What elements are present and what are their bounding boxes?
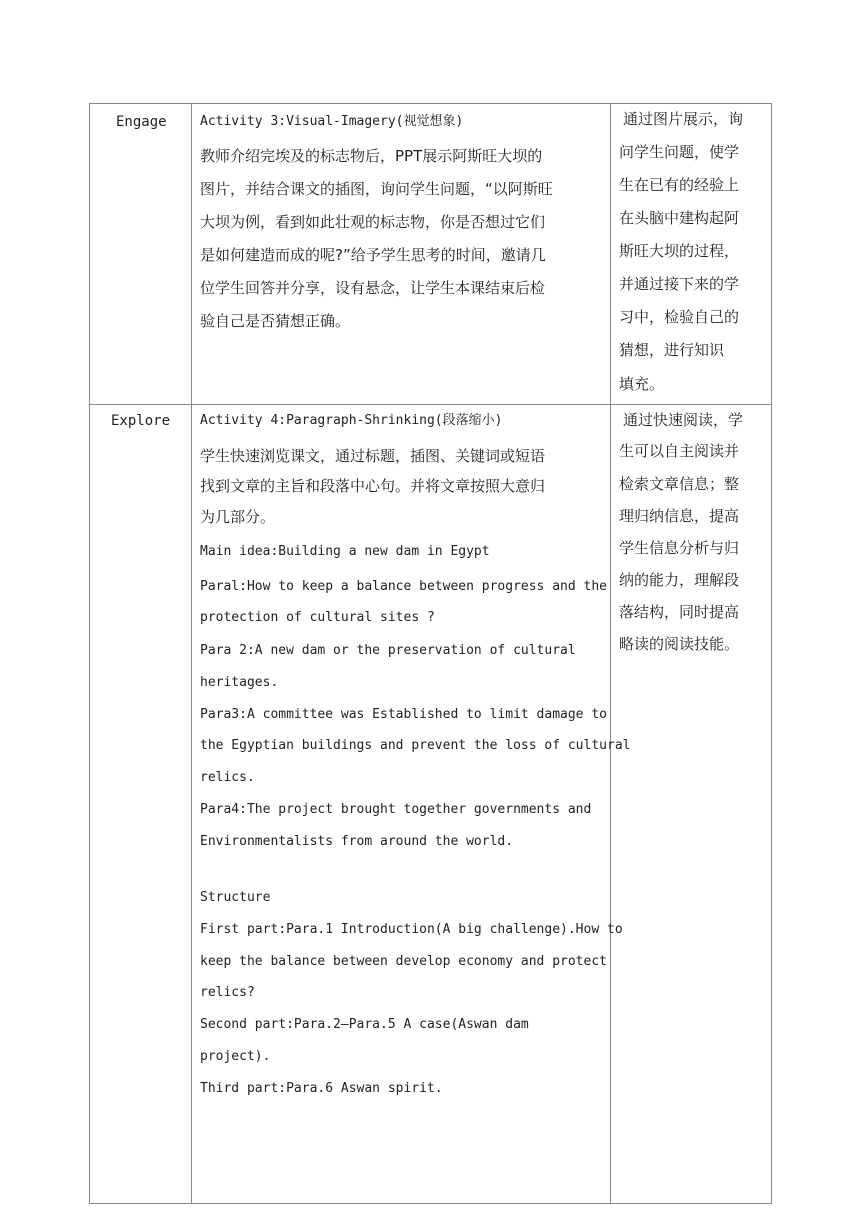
purpose-text-line: 并通过接下来的学: [619, 275, 740, 293]
structure-line: Third part:Para.6 Aswan spirit.: [200, 1081, 443, 1096]
purpose-text-line: 猜想，进行知识: [619, 341, 725, 359]
purpose-text-line: 学生信息分析与归: [619, 539, 740, 557]
paragraph-line: relics.: [200, 770, 255, 785]
structure-heading: Structure: [200, 890, 271, 905]
activity-text-line: 找到文章的主旨和段落中心句。并将文章按照大意归: [200, 477, 546, 495]
activity-cell-engage: [200, 110, 608, 400]
paragraph-line: Para3:A committee was Established to limit damage to: [200, 707, 607, 722]
activity-text-line: 学生快速浏览课文，通过标题，插图、关键词或短语: [200, 447, 546, 465]
purpose-text-line: 习中，检验自己的: [619, 308, 740, 326]
structure-line: relics?: [200, 985, 255, 1000]
purpose-text-line: 填充。: [619, 375, 665, 393]
purpose-text-line: 问学生问题，使学: [619, 143, 740, 161]
structure-line: Second part:Para.2—Para.5 A case(Aswan dam: [200, 1017, 529, 1032]
activity-text-line: 位学生回答并分享，设有悬念，让学生本课结束后检: [200, 279, 546, 297]
structure-line: keep the balance between develop economy and protect: [200, 954, 607, 969]
activity-text-line: 教师介绍完埃及的标志物后，PPT展示阿斯旺大坝的: [200, 147, 543, 165]
paragraph-line: Paral:How to keep a balance between progress and the: [200, 579, 607, 594]
activity-text-line: 为几部分。: [200, 508, 276, 526]
purpose-text-line: 斯旺大坝的过程，: [619, 242, 740, 260]
column-divider-2: [610, 103, 611, 1203]
paragraph-line: protection of cultural sites ?: [200, 610, 435, 625]
purpose-text-line: 通过快速阅读，学: [623, 411, 744, 429]
purpose-text-line: 通过图片展示，询: [623, 110, 744, 128]
column-divider-1: [191, 103, 192, 1203]
paragraph-line: heritages.: [200, 675, 279, 690]
row-divider: [89, 404, 771, 405]
stage-label-engage: Engage: [116, 114, 167, 130]
purpose-text-line: 纳的能力，理解段: [619, 571, 740, 589]
purpose-text-line: 生在已有的经验上: [619, 176, 740, 194]
stage-label-explore: Explore: [111, 413, 171, 429]
purpose-text-line: 理归纳信息，提高: [619, 507, 740, 525]
structure-line: project).: [200, 1049, 271, 1064]
main-idea-line: Main idea:Building a new dam in Egypt: [200, 544, 490, 559]
paragraph-line: the Egyptian buildings and prevent the loss of cultural: [200, 738, 631, 753]
purpose-cell-explore: [619, 409, 769, 669]
activity-text-line: 大坝为例，看到如此壮观的标志物，你是否想过它们: [200, 213, 546, 231]
paragraph-line: Para4:The project brought together governments and: [200, 802, 592, 817]
purpose-text-line: 落结构，同时提高: [619, 603, 740, 621]
purpose-text-line: 略读的阅读技能。: [619, 635, 740, 653]
paragraph-line: Para 2:A new dam or the preservation of cultural: [200, 643, 576, 658]
activity-cell-explore: [200, 409, 631, 1199]
activity-text-line: 是如何建造而成的呢?”给予学生思考的时间，邀请几: [200, 246, 546, 264]
activity-title: Activity 3:Visual-Imagery(视觉想象): [200, 114, 464, 129]
activity-title: Activity 4:Paragraph-Shrinking(段落缩小): [200, 413, 503, 428]
purpose-text-line: 在头脑中建构起阿: [619, 209, 740, 227]
purpose-text-line: 检索文章信息；整: [619, 475, 740, 493]
paragraph-line: Environmentalists from around the world.: [200, 834, 514, 849]
activity-text-line: 图片，并结合课文的插图，询问学生问题，“以阿斯旺: [200, 180, 553, 198]
purpose-text-line: 生可以自主阅读并: [619, 442, 740, 460]
purpose-cell-engage: [619, 108, 769, 402]
structure-line: First part:Para.1 Introduction(A big challenge).How to: [200, 922, 623, 937]
activity-text-line: 验自己是否猜想正确。: [200, 312, 351, 330]
